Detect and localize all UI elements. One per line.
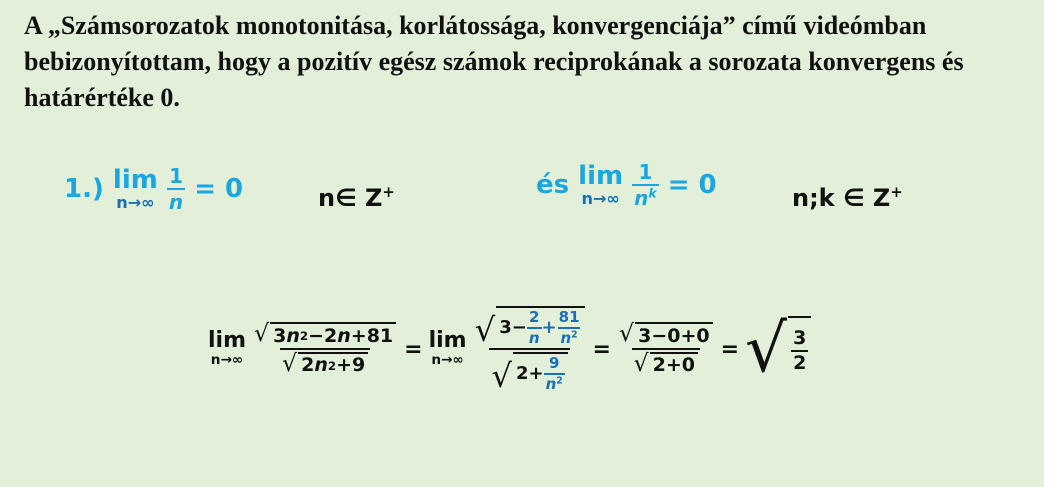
derivation-limit-2 — [429, 330, 467, 368]
equals-sign: = — [720, 336, 740, 362]
formula-1-domain — [318, 184, 395, 212]
formula-2-domain — [792, 184, 903, 212]
term: −2 — [308, 324, 338, 347]
equals-sign: = — [404, 336, 423, 362]
domain-text: n∈ Z — [318, 184, 383, 212]
term: 3− — [499, 317, 527, 338]
step-3-denominator — [632, 348, 701, 376]
formula-1-fraction — [167, 166, 185, 212]
variable-n: n — [337, 324, 351, 347]
derivation-limit-1 — [208, 330, 246, 368]
step-3-numerator — [617, 319, 715, 348]
fraction-denominator — [558, 327, 579, 346]
fraction-denominator — [632, 184, 659, 208]
inner-fraction — [544, 356, 565, 392]
fraction-denominator: 2 — [793, 352, 807, 374]
term: +9 — [336, 354, 366, 377]
sqrt-icon: √ 2 n 2 +9 — [282, 352, 368, 376]
formula-1-rhs: = 0 — [194, 174, 244, 204]
sqrt-icon: √ 2+ $\frac{9}{n^2}$ — [491, 352, 567, 392]
variable-n: n — [560, 329, 572, 347]
fraction-numerator: 1 — [638, 160, 653, 184]
formula-2-prefix: és — [536, 170, 570, 200]
variable-n: n — [314, 354, 328, 377]
limit-subscript: n→∞ — [116, 192, 155, 212]
variable-n: n — [528, 329, 540, 347]
limit-subscript: n→∞ — [210, 352, 244, 369]
step-2-numerator — [473, 306, 587, 348]
limit-subscript: n→∞ — [431, 352, 464, 369]
exponent-k: k — [648, 185, 657, 201]
formula-1 — [64, 166, 243, 212]
variable-n: n — [286, 324, 300, 347]
result-fraction — [791, 329, 808, 373]
step-2-fraction — [473, 306, 587, 395]
equals-sign: = — [592, 336, 611, 362]
fraction-numerator: 2 — [528, 308, 540, 326]
variable-n: n — [168, 190, 184, 214]
domain-superscript: + — [382, 183, 395, 202]
formula-1-limit — [112, 164, 158, 212]
formula-2-rhs: = 0 — [667, 170, 717, 200]
limit-operator: lim — [428, 328, 467, 354]
variable-n: n — [545, 375, 557, 393]
domain-text: n;k ∈ Z — [792, 184, 891, 212]
fraction-numerator: 81 — [558, 308, 580, 326]
sqrt-icon: √ 2+0 — [634, 352, 699, 376]
fraction-numerator: 1 — [169, 164, 183, 188]
formula-2-fraction — [632, 162, 659, 208]
radicand: 3−0+0 — [635, 322, 713, 346]
inner-fraction — [527, 310, 542, 346]
variable-n: n — [634, 186, 649, 210]
term: +81 — [350, 324, 394, 347]
plus-sign: + — [541, 317, 557, 338]
step-1-denominator — [280, 348, 370, 376]
term: 3 — [273, 324, 287, 347]
step-3-fraction — [617, 319, 715, 377]
step-1-fraction — [252, 319, 398, 377]
inner-fraction — [557, 310, 582, 346]
step-2-denominator — [489, 348, 569, 395]
exponent: 2 — [556, 375, 563, 387]
fraction-denominator — [544, 373, 565, 392]
fraction-denominator — [527, 327, 542, 346]
sqrt-icon: √ 3−0+0 — [619, 322, 713, 346]
sqrt-icon: √ 3 n 2 −2 n +81 — [254, 322, 396, 346]
formula-2 — [536, 162, 717, 208]
fraction-denominator — [167, 188, 185, 212]
exponent: 2 — [571, 329, 578, 341]
limit-operator: lim — [578, 160, 624, 191]
limit-subscript: n→∞ — [581, 188, 620, 208]
sqrt-icon: √ $\frac{3}{2}$ — [745, 316, 811, 382]
domain-superscript: + — [890, 183, 903, 202]
step-1-numerator — [252, 319, 398, 348]
radicand: 2+0 — [650, 352, 698, 376]
limit-operator: lim — [112, 164, 158, 195]
limit-operator: lim — [208, 328, 247, 354]
formula-2-limit — [578, 160, 624, 208]
fraction-numerator: 3 — [793, 327, 807, 349]
formula-1-number: 1.) — [64, 174, 104, 204]
term: 2+ — [515, 363, 544, 384]
fraction-numerator: 9 — [548, 354, 560, 372]
sqrt-icon: √ 3− $\frac{2}{n}$ + $\frac{81}{n^2}$ — [475, 306, 585, 346]
intro-paragraph: A „Számsorozatok monotonitása, korlátossága, konvergenciája” című videómban bebizonyítottam, hogy a pozitív egész számok reciprokának a sorozata konvergens és határértéke 0. — [24, 11, 964, 112]
term: 2 — [301, 354, 315, 377]
limit-derivation — [208, 306, 811, 395]
